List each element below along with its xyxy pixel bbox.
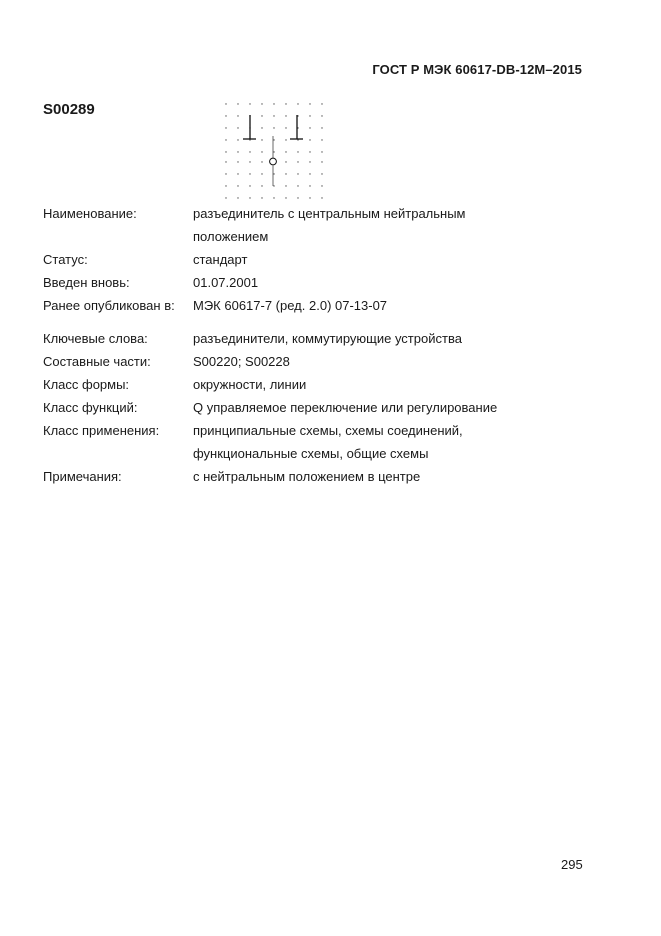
property-row [43,350,543,373]
property-row [43,327,543,350]
property-row [43,419,543,442]
property-row [43,202,543,225]
property-label: Класс применения: [43,423,160,438]
property-row [43,271,543,294]
symbol-code: S00289 [43,101,95,118]
property-value: с нейтральным положением в центре [193,469,421,484]
property-label: Ключевые слова: [43,331,148,346]
disconnector-symbol-figure [215,95,335,205]
property-label: Класс формы: [43,377,130,392]
property-value: стандарт [193,252,248,267]
property-row [43,465,543,488]
property-label: Ранее опубликован в: [43,298,175,313]
document-standard-header: ГОСТ Р МЭК 60617-DB-12M–2015 [372,62,582,77]
property-label: Примечания: [43,469,122,484]
property-value: МЭК 60617-7 (ред. 2.0) 07-13-07 [193,298,388,313]
property-value: 01.07.2001 [193,275,259,290]
property-value: разъединитель с центральным нейтральным [193,206,466,221]
property-value: Q управляемое переключение или регулирование [193,400,498,415]
property-row [43,373,543,396]
property-value: разъединители, коммутирующие устройства [193,331,462,346]
symbol-properties [43,202,543,488]
property-label: Статус: [43,252,88,267]
property-label: Класс функций: [43,400,138,415]
section-gap [43,317,543,327]
property-label: Наименование: [43,206,137,221]
property-value: принципиальные схемы, схемы соединений, [193,423,463,438]
property-row [43,225,543,248]
property-label: Введен вновь: [43,275,130,290]
property-row [43,442,543,465]
property-label [43,442,193,465]
disconnector-center-neutral-icon [215,95,335,205]
property-row [43,294,543,317]
page-number: 295 [561,857,583,872]
property-label: Составные части: [43,354,151,369]
property-value: функциональные схемы, общие схемы [193,446,429,461]
property-label [43,225,193,248]
property-value: S00220; S00228 [193,354,290,369]
property-value: окружности, линии [193,377,307,392]
property-value: положением [193,229,269,244]
property-row [43,396,543,419]
property-row [43,248,543,271]
